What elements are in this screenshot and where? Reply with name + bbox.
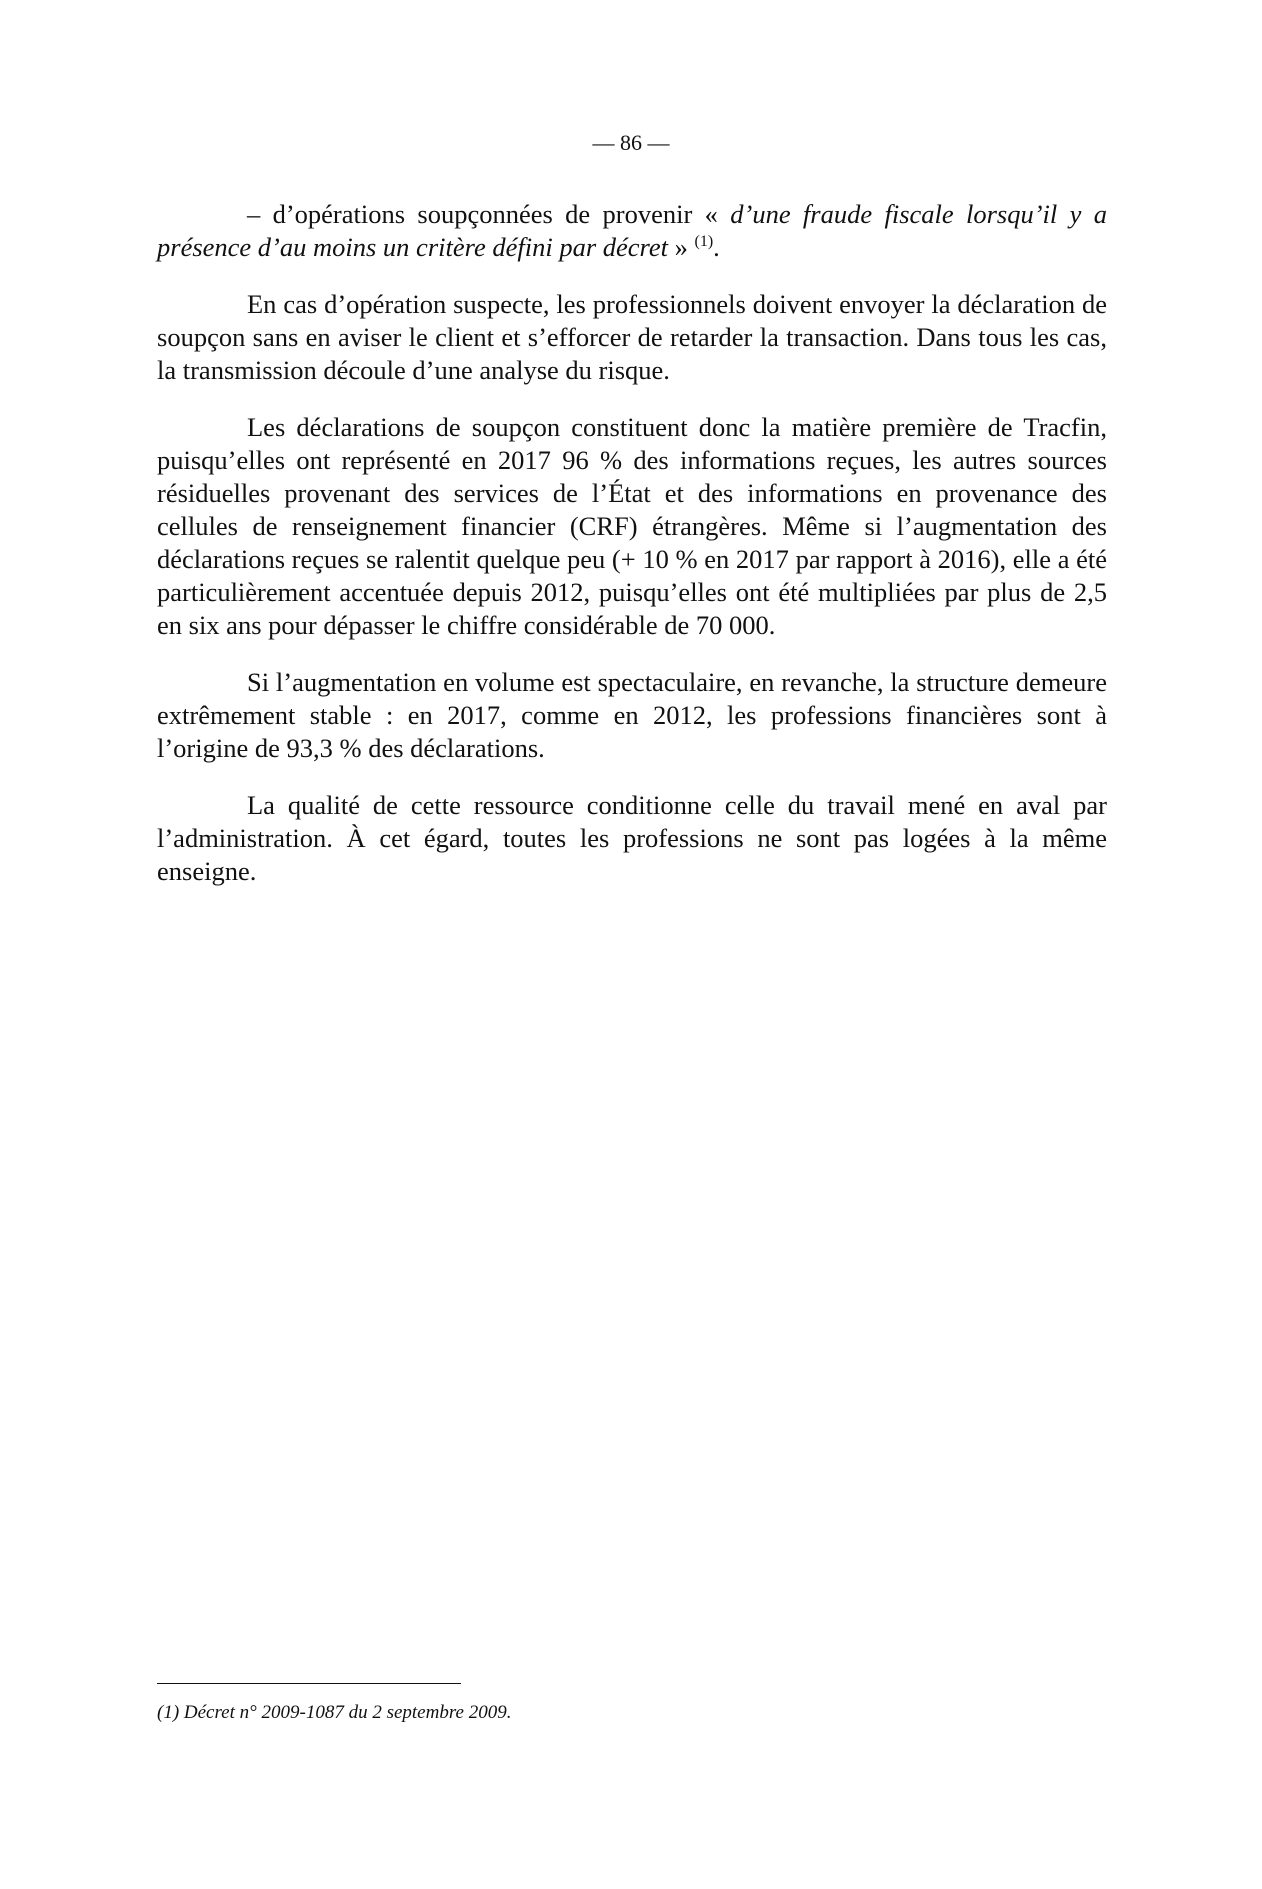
page-number: — 86 — <box>592 130 670 155</box>
document-body <box>157 198 1107 912</box>
paragraph-fraude-fiscale <box>157 198 1107 264</box>
paragraph-augmentation-volume: Si l’augmentation en volume est spectaculaire, en revanche, la structure demeure extrêmement stable : en 2017, comme en 2012, les professions financières sont à l’origine de 93,3 % des déclarations. <box>157 667 1107 763</box>
paragraph-declarations-soupcon: Les déclarations de soupçon constituent donc la matière première de Tracfin, puisqu’elles ont représenté en 2017 96 % des informations reçues, les autres sources résiduelles provenant des services de l’État et des informations en provenance des cellules de renseignement financier (CRF) étrangères. Même si l’augmentation des déclarations reçues se ralentit quelque peu (+ 10 % en 2017 par rapport à 2016), elle a été particulièrement accentuée depuis 2012, puisqu’elles ont été multipliées par plus de 2,5 en six ans pour dépasser le chiffre considérable de 70 000. <box>157 412 1107 640</box>
paragraph-prefix: – d’opérations soupçonnées de provenir « <box>247 199 731 229</box>
paragraph-qualite-ressource: La qualité de cette ressource conditionne celle du travail mené en aval par l’administration. À cet égard, toutes les professions ne sont pas logées à la même enseigne. <box>157 790 1107 886</box>
footnote: (1) Décret n° 2009-1087 du 2 septembre 2009. <box>157 1702 512 1723</box>
closing-guillemet: » <box>667 232 688 262</box>
footnote-reference[interactable]: (1) <box>694 233 714 251</box>
paragraph-period: . <box>713 232 720 262</box>
quoted-text: d’une fraude fiscale lorsqu’il y a présence d’au moins un critère défini par décret <box>157 199 1107 262</box>
paragraph-operation-suspecte: En cas d’opération suspecte, les professionnels doivent envoyer la déclaration de soupçon sans en aviser le client et s’efforcer de retarder la transaction. Dans tous les cas, la transmission découle d’une analyse du risque. <box>157 289 1107 385</box>
footnote-divider <box>157 1683 461 1684</box>
